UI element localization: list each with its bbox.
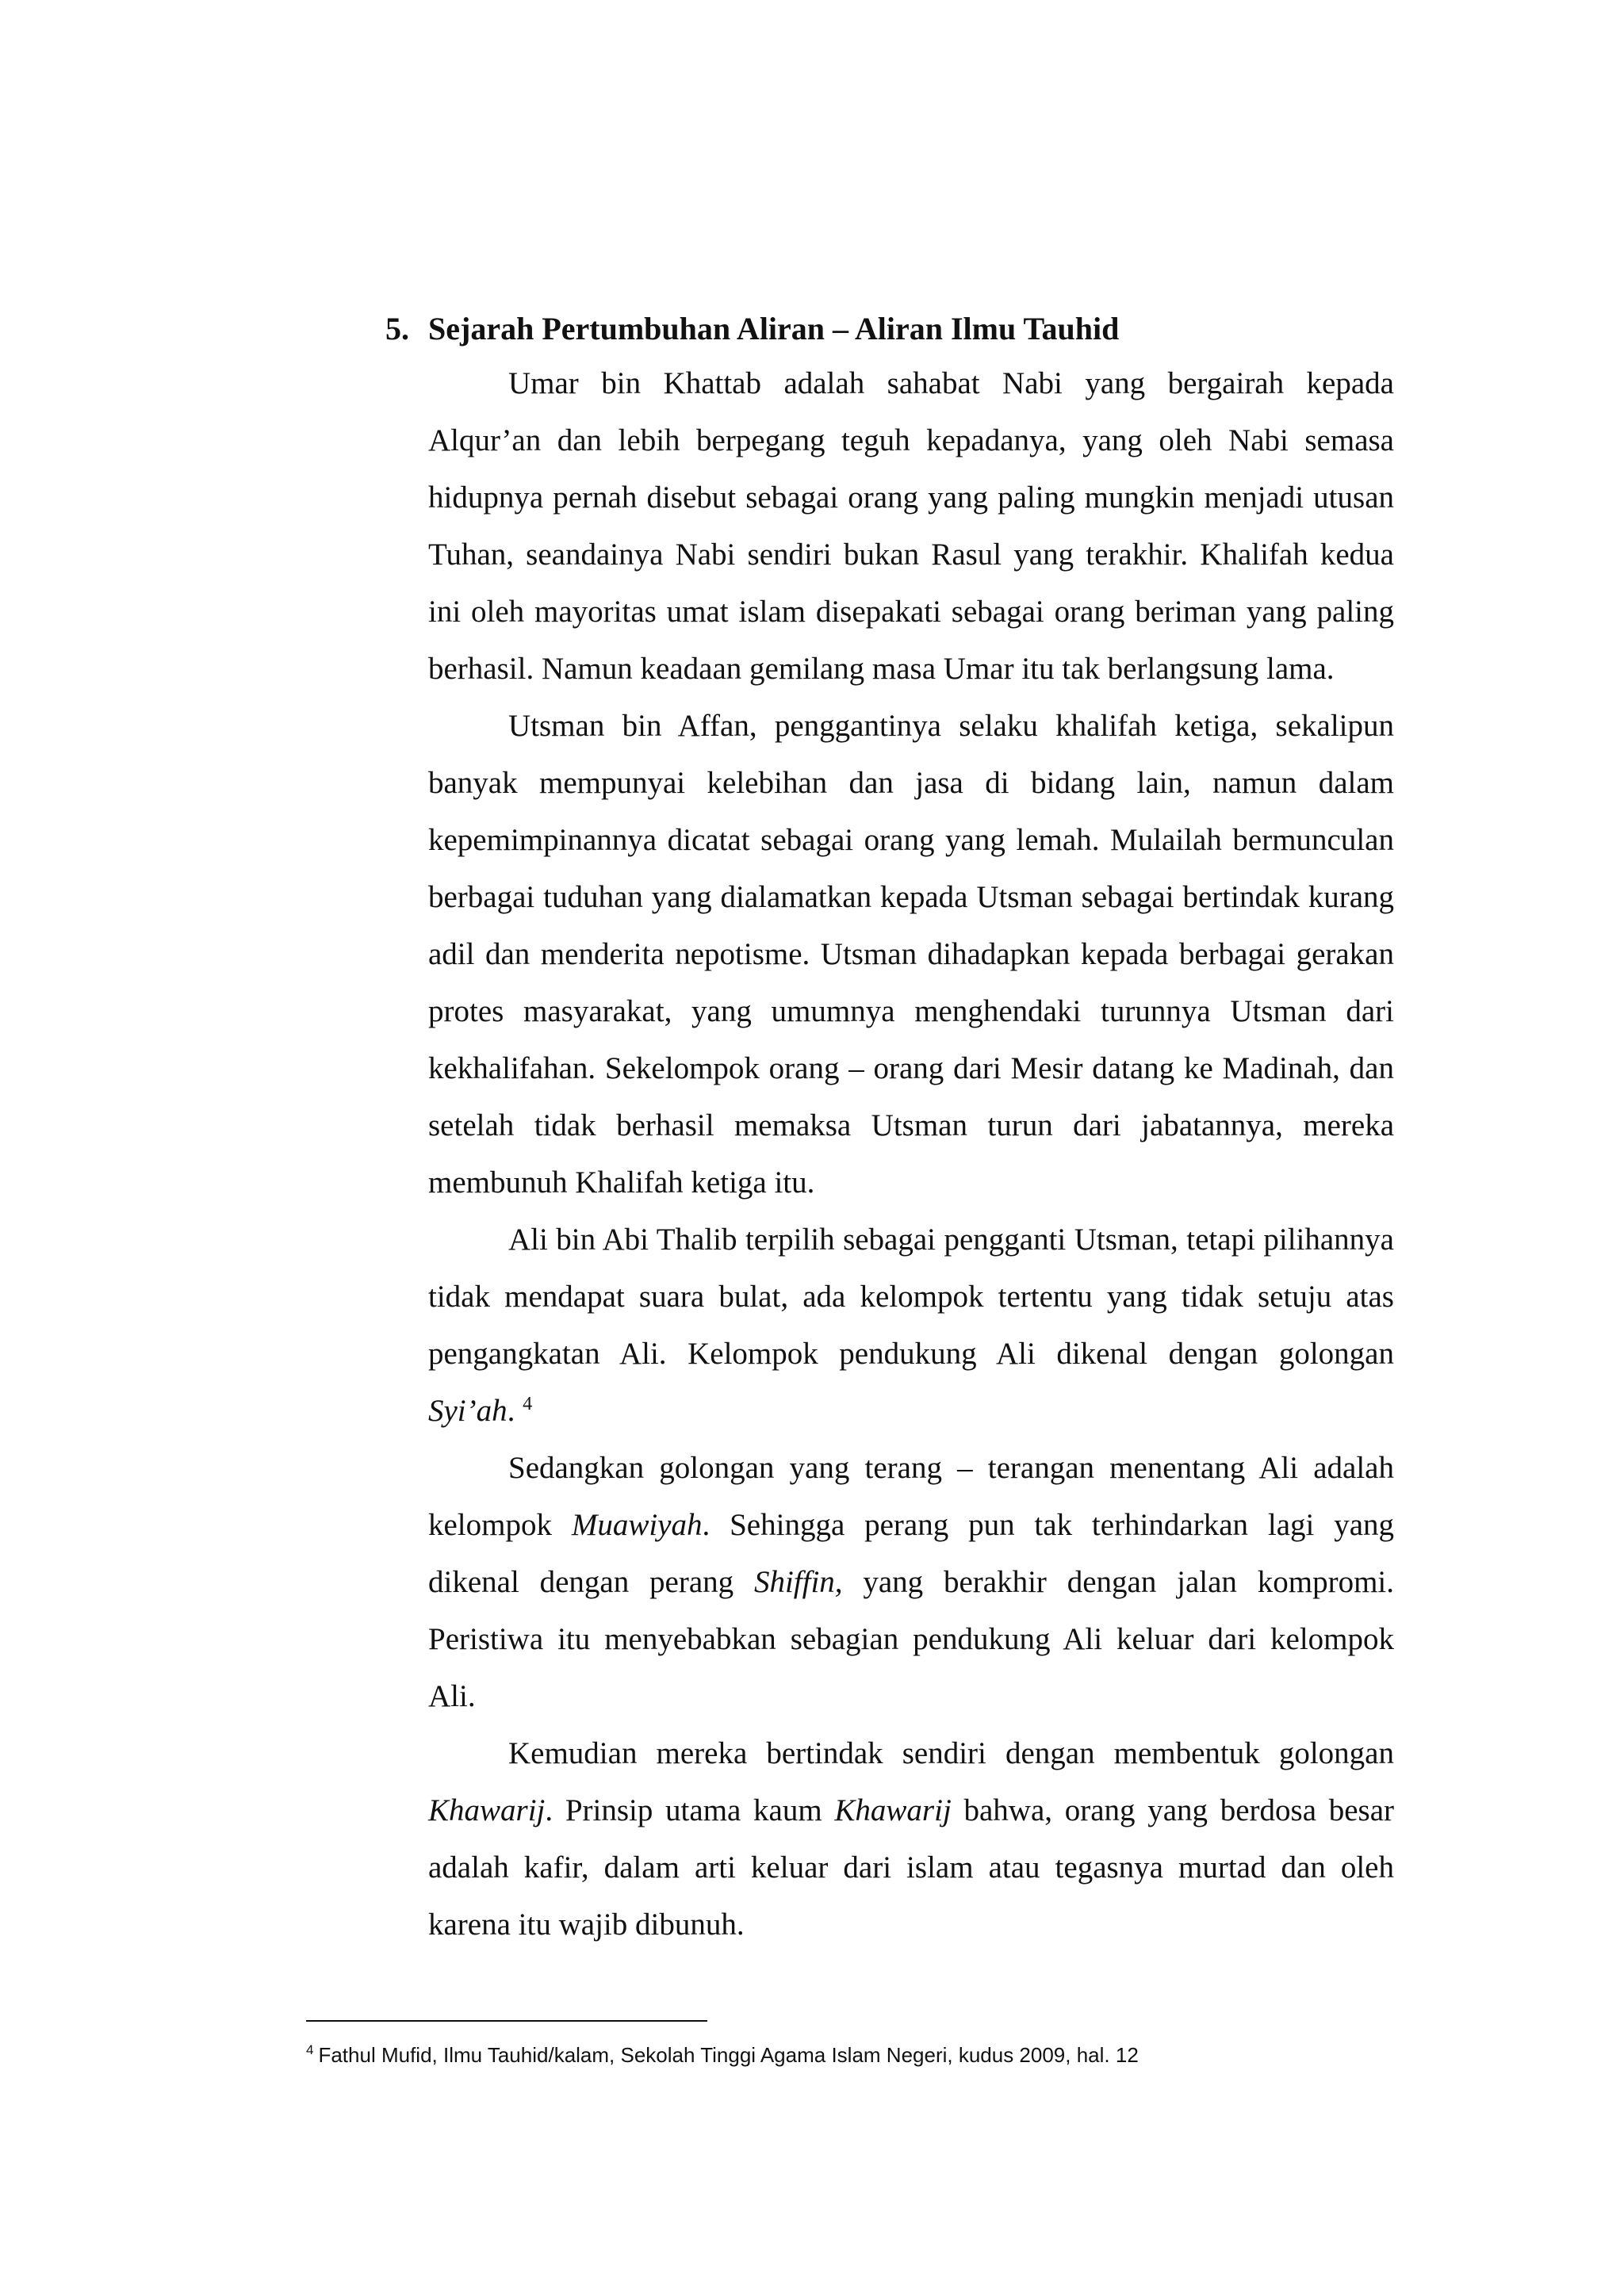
section-heading [385,306,1416,352]
paragraph-khawarij-text-3: bahwa, orang yang berdosa besar adalah kafir, dalam arti keluar dari islam atau tegasnya murtad dan oleh karena itu wajib dibunuh. [428,1793,1394,1942]
paragraph-utsman: Utsman bin Affan, penggantinya selaku khalifah ketiga, sekalipun banyak mempunyai kelebihan dan jasa di bidang lain, namun dalam kepemimpinannya dicatat sebagai orang yang lemah. Mulailah bermunculan berbagai tuduhan yang dialamatkan kepada Utsman sebagai bertindak kurang adil dan menderita nepotisme. Utsman dihadapkan kepada berbagai gerakan protes masyarakat, yang umumnya menghendaki turunnya Utsman dari kekhalifahan. Sekelompok orang – orang dari Mesir datang ke Madinah, dan setelah tidak berhasil memaksa Utsman turun dari jabatannya, mereka membunuh Khalifah ketiga itu. [428,709,1394,1200]
paragraph-khawarij [428,1725,1394,1954]
term-syiah: Syi’ah [428,1394,508,1428]
term-khawarij: Khawarij [428,1793,546,1827]
paragraph-ali-end: . [507,1394,515,1428]
term-shiffin: Shiffin, [753,1565,843,1599]
footnote-text: Fathul Mufid, Ilmu Tauhid/kalam, Sekolah Tinggi Agama Islam Negeri, kudus 2009, hal. 12 [318,2043,1139,2067]
term-muawiyah: Muawiyah [571,1508,703,1542]
paragraph-umar: Umar bin Khattab adalah sahabat Nabi yang bergairah kepada Alqur’an dan lebih berpegang teguh kepadanya, yang oleh Nabi semasa hidupnya pernah disebut sebagai orang yang paling mungkin menjadi utusan Tuhan, seandainya Nabi sendiri bukan Rasul yang terakhir. Khalifah kedua ini oleh mayoritas umat islam disepakati sebagai orang beriman yang paling berhasil. Namun keadaan gemilang masa Umar itu tak berlangsung lama. [428,366,1394,686]
footnote-separator [306,2020,707,2022]
section-number: 5. [385,311,409,346]
paragraph-ali [428,1211,1394,1440]
paragraph-khawarij-text-1: Kemudian mereka bertindak sendiri dengan membentuk golongan [508,1736,1394,1770]
paragraph-muawiyah-text-3: yang berakhir dengan jalan kompromi. Peristiwa itu menyebabkan sebagian pendukung Ali keluar dari kelompok Ali. [428,1565,1394,1713]
body-text [428,355,1394,1954]
paragraph-khawarij-text-2: . Prinsip utama kaum [545,1793,835,1827]
footnote [306,2039,1416,2071]
paragraph-muawiyah-text-1: Sedangkan golongan yang terang – terangan menentang Ali adalah kelompok [428,1451,1394,1542]
footnote-reference[interactable]: 4 [523,1394,533,1414]
term-khawarij-second: Khawarij [834,1793,952,1827]
paragraph-muawiyah-text-2: . Sehingga perang pun tak terhindarkan lagi yang dikenal dengan perang [428,1508,1395,1599]
section-title: Sejarah Pertumbuhan Aliran – Aliran Ilmu Tauhid [428,311,1120,346]
paragraph-ali-text: Ali bin Abi Thalib terpilih sebagai pengganti Utsman, tetapi pilihannya tidak mendapat suara bulat, ada kelompok tertentu yang tidak setuju atas pengangkatan Ali. Kelompok pendukung Ali dikenal dengan golongan [428,1223,1394,1371]
paragraph-muawiyah [428,1440,1394,1725]
footnote-mark: 4 [306,2042,314,2057]
